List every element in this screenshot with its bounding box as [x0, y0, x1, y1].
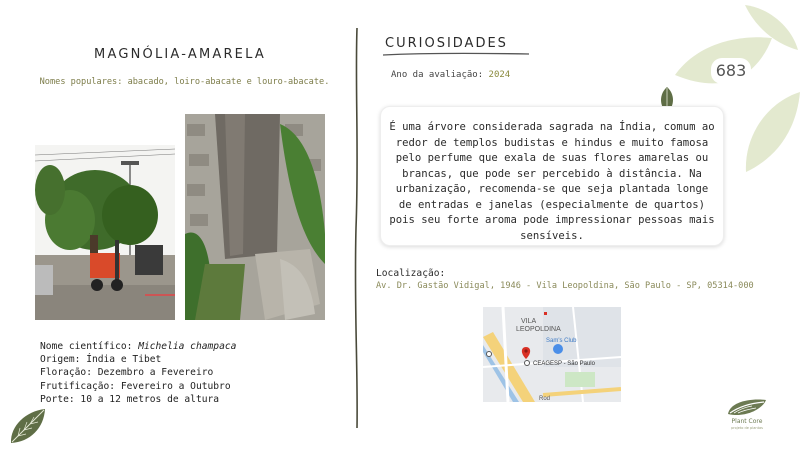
location-label: Localização: [376, 268, 446, 279]
photo-tree-trunk [185, 114, 325, 320]
scientific-name: Michelia champaca [138, 341, 237, 352]
size-row: Porte: 10 a 12 metros de altura [40, 393, 220, 405]
map-place-label: CEAGESP - São Paulo [533, 361, 595, 367]
leaf-shape [746, 92, 800, 172]
plant-title: MAGNÓLIA-AMARELA [94, 47, 266, 62]
section-divider [349, 28, 365, 428]
tree-number: 683 [711, 58, 751, 84]
location-map[interactable] [483, 307, 621, 402]
map-district-2: LEOPOLDINA [516, 326, 561, 333]
year-label: Ano da avaliação: [391, 70, 489, 80]
flowering-row: Floração: Dezembro a Fevereiro [40, 367, 214, 379]
plant-facts [40, 340, 236, 406]
brand-tagline: projeto de plantas [731, 426, 763, 430]
title-underline [383, 51, 529, 57]
photo-street-tree [35, 145, 175, 320]
fruiting-row: Frutificação: Fevereiro a Outubro [40, 380, 231, 392]
evaluation-year [391, 70, 510, 80]
scientific-name-row [40, 340, 236, 353]
location-address: Av. Dr. Gastão Vidigal, 1946 - Vila Leopoldina, São Paulo - SP, 05314-000 [376, 281, 754, 291]
brand-name: Plant Core [731, 418, 763, 425]
map-graphic [483, 307, 621, 402]
scientific-label: Nome científico: [40, 341, 139, 352]
year-value: 2024 [488, 70, 511, 80]
map-store-label: Sam's Club [546, 338, 577, 344]
curiosity-card [380, 106, 724, 246]
origin-row: Origem: Índia e Tibet [40, 354, 162, 366]
popular-names: Nomes populares: abacado, loiro-abacate e louro-abacate. [39, 77, 330, 87]
curiosity-text: É uma árvore considerada sagrada na Índia, comum ao redor de templos budistas e hindus e muito famosa pelo perfume que exala de suas flores amarelas ou brancas, que pode ser percebido à distância. Na urbanização, recomenda-se que seja plantada longe de entradas e janelas (especialmente de quartos) pois seu forte aroma pode impressionar pessoas mais sensíveis. [389, 121, 715, 242]
map-street-label: Rod [539, 396, 551, 402]
map-district-1: VILA [521, 318, 537, 325]
leaf-icon [8, 406, 48, 446]
curiosities-title: CURIOSIDADES [385, 36, 508, 51]
